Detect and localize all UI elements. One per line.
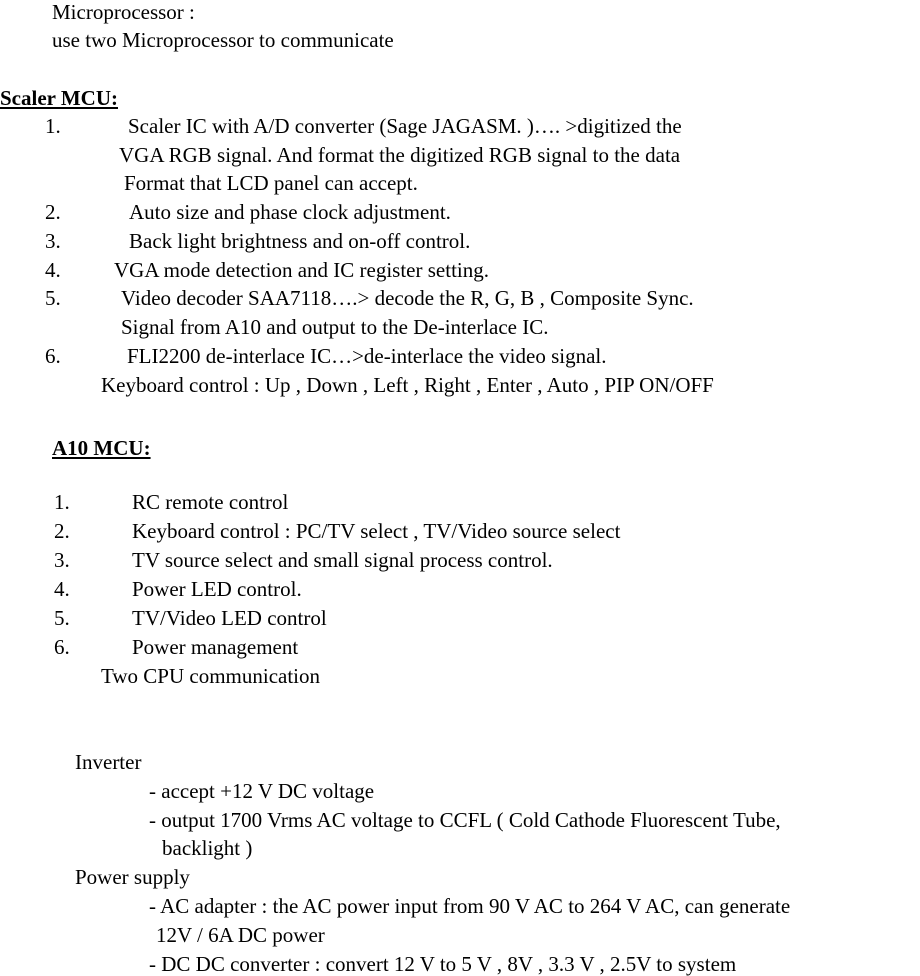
- inverter-item: - output 1700 Vrms AC voltage to CCFL ( Cold Cathode Fluorescent Tube,: [149, 808, 781, 832]
- item-text: Format that LCD panel can accept.: [124, 171, 418, 195]
- item-text: RC remote control: [132, 490, 289, 514]
- item-number: 1.: [54, 490, 70, 514]
- item-text: Signal from A10 and output to the De-interlace IC.: [121, 315, 549, 339]
- a10-heading: A10 MCU:: [52, 436, 151, 460]
- scaler-heading: Scaler MCU:: [0, 86, 118, 110]
- item-number: 3.: [45, 229, 61, 253]
- item-text: Back light brightness and on-off control.: [129, 229, 471, 253]
- inverter-item-continuation: backlight ): [162, 836, 253, 860]
- item-number: 2.: [45, 200, 61, 224]
- item-text: Scaler IC with A/D converter (Sage JAGASM. )…. >digitized the: [128, 114, 682, 138]
- item-text: VGA RGB signal. And format the digitized RGB signal to the data: [119, 143, 681, 167]
- item-number: 4.: [54, 577, 70, 601]
- power-item-continuation: 12V / 6A DC power: [156, 923, 325, 947]
- item-number: 3.: [54, 548, 70, 572]
- item-text: TV source select and small signal process control.: [132, 548, 553, 572]
- item-number: 6.: [54, 635, 70, 659]
- item-text: Auto size and phase clock adjustment.: [129, 200, 451, 224]
- power-item: - DC DC converter : convert 12 V to 5 V , 8V , 3.3 V , 2.5V to system: [149, 952, 737, 976]
- item-number: 5.: [45, 286, 61, 310]
- scaler-keyboard-control: Keyboard control : Up , Down , Left , Right , Enter , Auto , PIP ON/OFF: [101, 373, 714, 397]
- item-text: Video decoder SAA7118….> decode the R, G, B , Composite Sync.: [121, 286, 694, 310]
- item-number: 6.: [45, 344, 61, 368]
- item-text: VGA mode detection and IC register setting.: [114, 258, 489, 282]
- item-text: FLI2200 de-interlace IC…>de-interlace the video signal.: [127, 344, 607, 368]
- item-number: 1.: [45, 114, 61, 138]
- item-number: 4.: [45, 258, 61, 282]
- item-text: TV/Video LED control: [132, 606, 327, 630]
- item-number: 2.: [54, 519, 70, 543]
- item-number: 5.: [54, 606, 70, 630]
- intro-title: Microprocessor :: [52, 0, 195, 24]
- item-text: Power LED control.: [132, 577, 302, 601]
- inverter-item: - accept +12 V DC voltage: [149, 779, 375, 803]
- power-heading: Power supply: [75, 865, 190, 889]
- a10-footer: Two CPU communication: [101, 664, 321, 688]
- item-text: Keyboard control : PC/TV select , TV/Video source select: [132, 519, 621, 543]
- intro-subtitle: use two Microprocessor to communicate: [52, 28, 394, 52]
- item-text: Power management: [132, 635, 299, 659]
- inverter-heading: Inverter: [75, 750, 142, 774]
- power-item: - AC adapter : the AC power input from 90 V AC to 264 V AC, can generate: [149, 894, 791, 918]
